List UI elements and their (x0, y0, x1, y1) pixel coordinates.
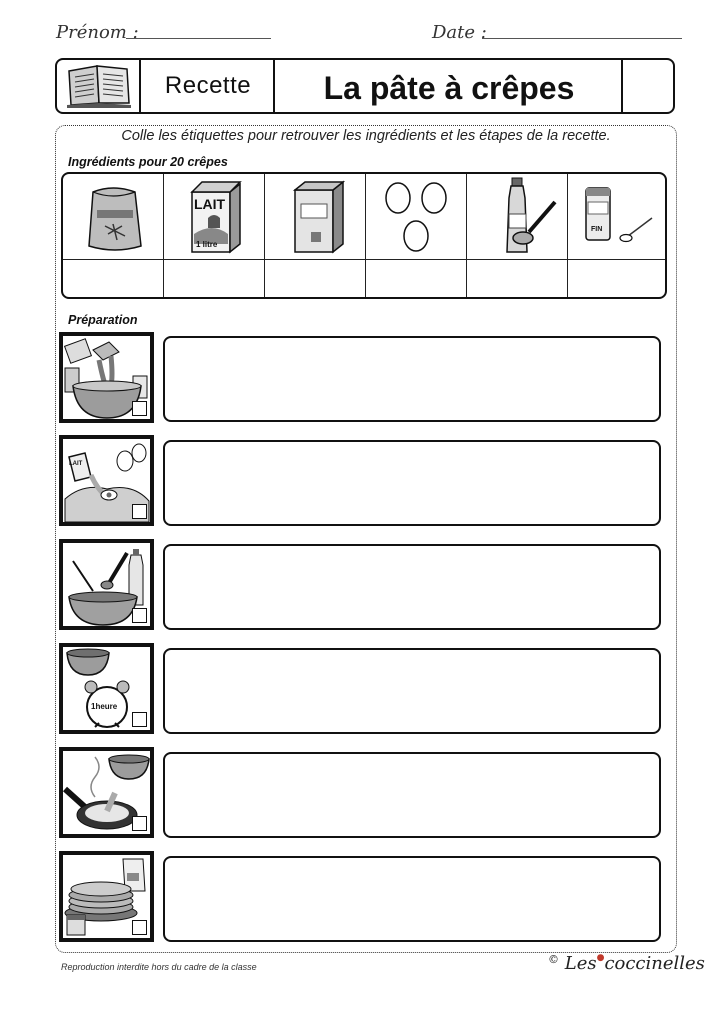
step-1-checkbox[interactable] (132, 401, 147, 416)
step-3-checkbox[interactable] (132, 608, 147, 623)
salt-label: FIN (591, 226, 603, 233)
step-3-image (59, 539, 154, 630)
step-2-image (59, 435, 154, 526)
ingredient-label-slot[interactable] (265, 259, 366, 299)
first-name-label: Prénom : (56, 22, 139, 43)
step-6-checkbox[interactable] (132, 920, 147, 935)
step-6-label-slot[interactable] (163, 856, 661, 942)
oil-bottle-spoon-icon (467, 174, 568, 259)
brand-logo (548, 953, 705, 974)
step-3-label-slot[interactable] (163, 544, 661, 630)
logo-text-coccinelles: coccinelles (604, 953, 705, 974)
recipe-label: Recette (164, 72, 252, 99)
step-6-image (59, 851, 154, 942)
ingredient-cell (568, 174, 667, 259)
step-1-label-slot[interactable] (163, 336, 661, 422)
title-banner (55, 58, 675, 114)
step-5-image (59, 747, 154, 838)
step-1-image (59, 332, 154, 423)
first-name-line[interactable] (126, 38, 271, 39)
one-hour-label: 1heure (91, 702, 118, 711)
step-2-label-slot[interactable] (163, 440, 661, 526)
eggs-icon (366, 174, 467, 259)
ingredient-label-slot[interactable] (467, 259, 568, 299)
date-label: Date : (432, 22, 487, 43)
ingredients-table (61, 172, 667, 299)
milk-volume-label: 1 litre (196, 240, 218, 249)
step-5-label-slot[interactable] (163, 752, 661, 838)
copyright-notice: Reproduction interdite hors du cadre de la classe (61, 962, 257, 972)
ingredient-label-slot[interactable] (568, 259, 667, 299)
ingredient-cell (467, 174, 568, 259)
ingredient-cell (366, 174, 467, 259)
ingredient-label-slot[interactable] (366, 259, 467, 299)
step-4-label-slot[interactable] (163, 648, 661, 734)
ingredients-heading: Ingrédients pour 20 crêpes (68, 155, 228, 169)
instruction-text: Colle les étiquettes pour retrouver les ingrédients et les étapes de la recette. (121, 128, 611, 144)
ladybug-icon: ● (596, 953, 605, 963)
logo-text-les: Les (564, 953, 597, 974)
flour-sack-icon (63, 174, 164, 259)
ingredient-label-slot[interactable] (164, 259, 265, 299)
ingredient-cell (265, 174, 366, 259)
step-5-checkbox[interactable] (132, 816, 147, 831)
score-box[interactable] (623, 60, 673, 112)
step-2-milk-label: LAIT (69, 461, 83, 467)
step-4-checkbox[interactable] (132, 712, 147, 727)
step-2-checkbox[interactable] (132, 504, 147, 519)
page-title: La pâte à crêpes (323, 70, 575, 106)
salt-shaker-spoon-icon (568, 174, 667, 259)
copyright-symbol: © (548, 953, 559, 966)
ingredient-label-slot[interactable] (63, 259, 164, 299)
ingredient-cell (164, 174, 265, 259)
ingredient-cell (63, 174, 164, 259)
book-icon (63, 63, 135, 109)
date-line[interactable] (482, 38, 682, 39)
sugar-box-icon (265, 174, 366, 259)
milk-label: LAIT (194, 196, 226, 212)
step-4-image (59, 643, 154, 734)
preparation-heading: Préparation (68, 313, 138, 327)
